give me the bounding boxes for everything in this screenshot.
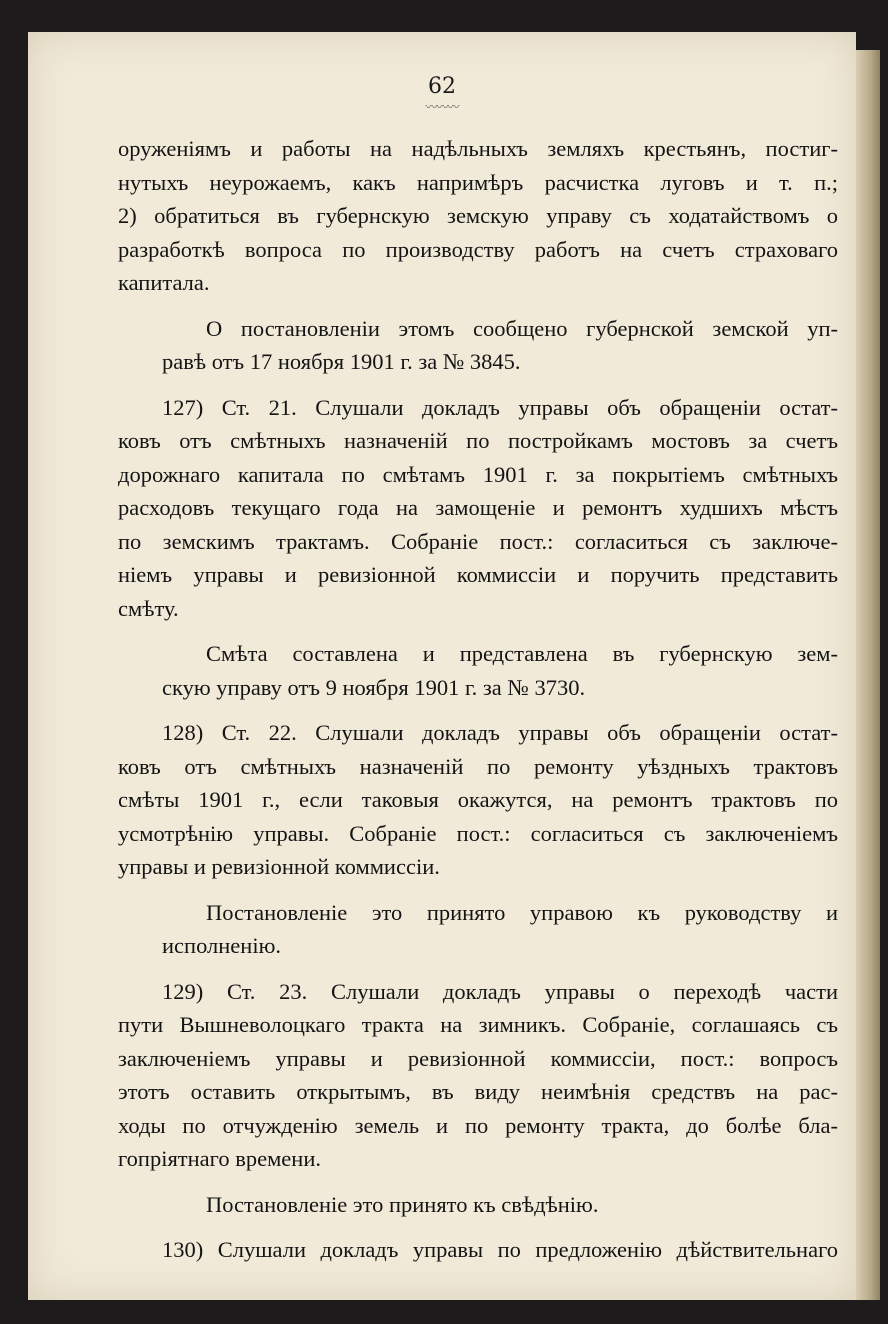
text-line: оруженіямъ и работы на надѣльныхъ земляхъ крестьянъ, постиг- (118, 136, 838, 161)
text-line: равѣ отъ 17 ноября 1901 г. за № 3845. (162, 349, 521, 374)
page-edge (856, 50, 880, 1300)
note-block (118, 1188, 838, 1222)
text-line: Постановленіе это принято къ свѣдѣнію. (206, 1191, 599, 1217)
text-line: ходы по отчужденію земель и по ремонту тракта, до болѣе бла- (118, 1112, 838, 1138)
note-block (118, 312, 838, 379)
text-line: ковъ отъ смѣтныхъ назначеній по постройкамъ мостовъ за счетъ (118, 428, 838, 453)
text-line: смѣты 1901 г., если таковыя окажутся, на ремонтъ трактовъ по (118, 787, 838, 812)
page-number: 62 (428, 74, 456, 99)
text-line: нутыхъ неурожаемъ, какъ напримѣръ расчистка луговъ и т. п.; (118, 169, 838, 195)
text-line: расходовъ текущаго года на замощеніе и ремонтъ худшихъ мѣстъ (118, 495, 838, 520)
text-line: дорожнаго капитала по смѣтамъ 1901 г. за покрытіемъ смѣтныхъ (118, 461, 838, 487)
text-line: ніемъ управы и ревизіонной коммиссіи и поручить представить (118, 562, 838, 587)
text-line: Смѣта составлена и представлена въ губернскую зем- (206, 641, 838, 666)
text-line: исполненію. (162, 933, 282, 958)
text-line: по земскимъ трактамъ. Собраніе пост.: согласиться съ заключе- (118, 528, 838, 554)
text-line: 127) Ст. 21. Слушали докладъ управы объ обращеніи остат- (162, 394, 838, 420)
note-block (118, 896, 838, 963)
text-line: 129) Ст. 23. Слушали докладъ управы о переходѣ части (162, 978, 838, 1004)
text-line: этотъ оставить открытымъ, въ виду неимѣнія средствъ на рас- (118, 1079, 838, 1104)
text-line: ковъ отъ смѣтныхъ назначеній по ремонту уѣздныхъ трактовъ (118, 753, 838, 779)
text-line: скую управу отъ 9 ноября 1901 г. за № 3730. (162, 674, 586, 700)
text-line: управы и ревизіонной коммиссіи. (118, 854, 440, 879)
text-line: капитала. (118, 270, 210, 295)
text-line: усмотрѣнію управы. Собраніе пост.: согласиться съ заключеніемъ (118, 820, 838, 846)
text-line: смѣту. (118, 595, 179, 621)
body-text (118, 132, 838, 1267)
text-line: 128) Ст. 22. Слушали докладъ управы объ обращеніи остат- (162, 720, 838, 745)
text-line: Постановленіе это принято управою къ руководству и (206, 899, 838, 925)
text-line: заключеніемъ управы и ревизіонной коммиссіи, пост.: вопросъ (118, 1045, 838, 1071)
page-number-ornament: 〰〰〰 (425, 100, 459, 114)
text-line: разработкѣ вопроса по производству работъ на счетъ страховаго (118, 236, 838, 262)
text-line: 2) обратиться въ губернскую земскую управу съ ходатайствомъ о (118, 203, 838, 228)
note-block (118, 637, 838, 704)
text-line: пути Вышневолоцкаго тракта на зимникъ. Собраніе, соглашаясь съ (118, 1012, 838, 1037)
text-line: О постановленіи этомъ сообщено губернской земской уп- (206, 315, 838, 341)
text-line: гопріятнаго времени. (118, 1146, 322, 1171)
book-page (28, 32, 856, 1300)
text-line: 130) Слушали докладъ управы по предложенію дѣйствительнаго (162, 1237, 838, 1262)
